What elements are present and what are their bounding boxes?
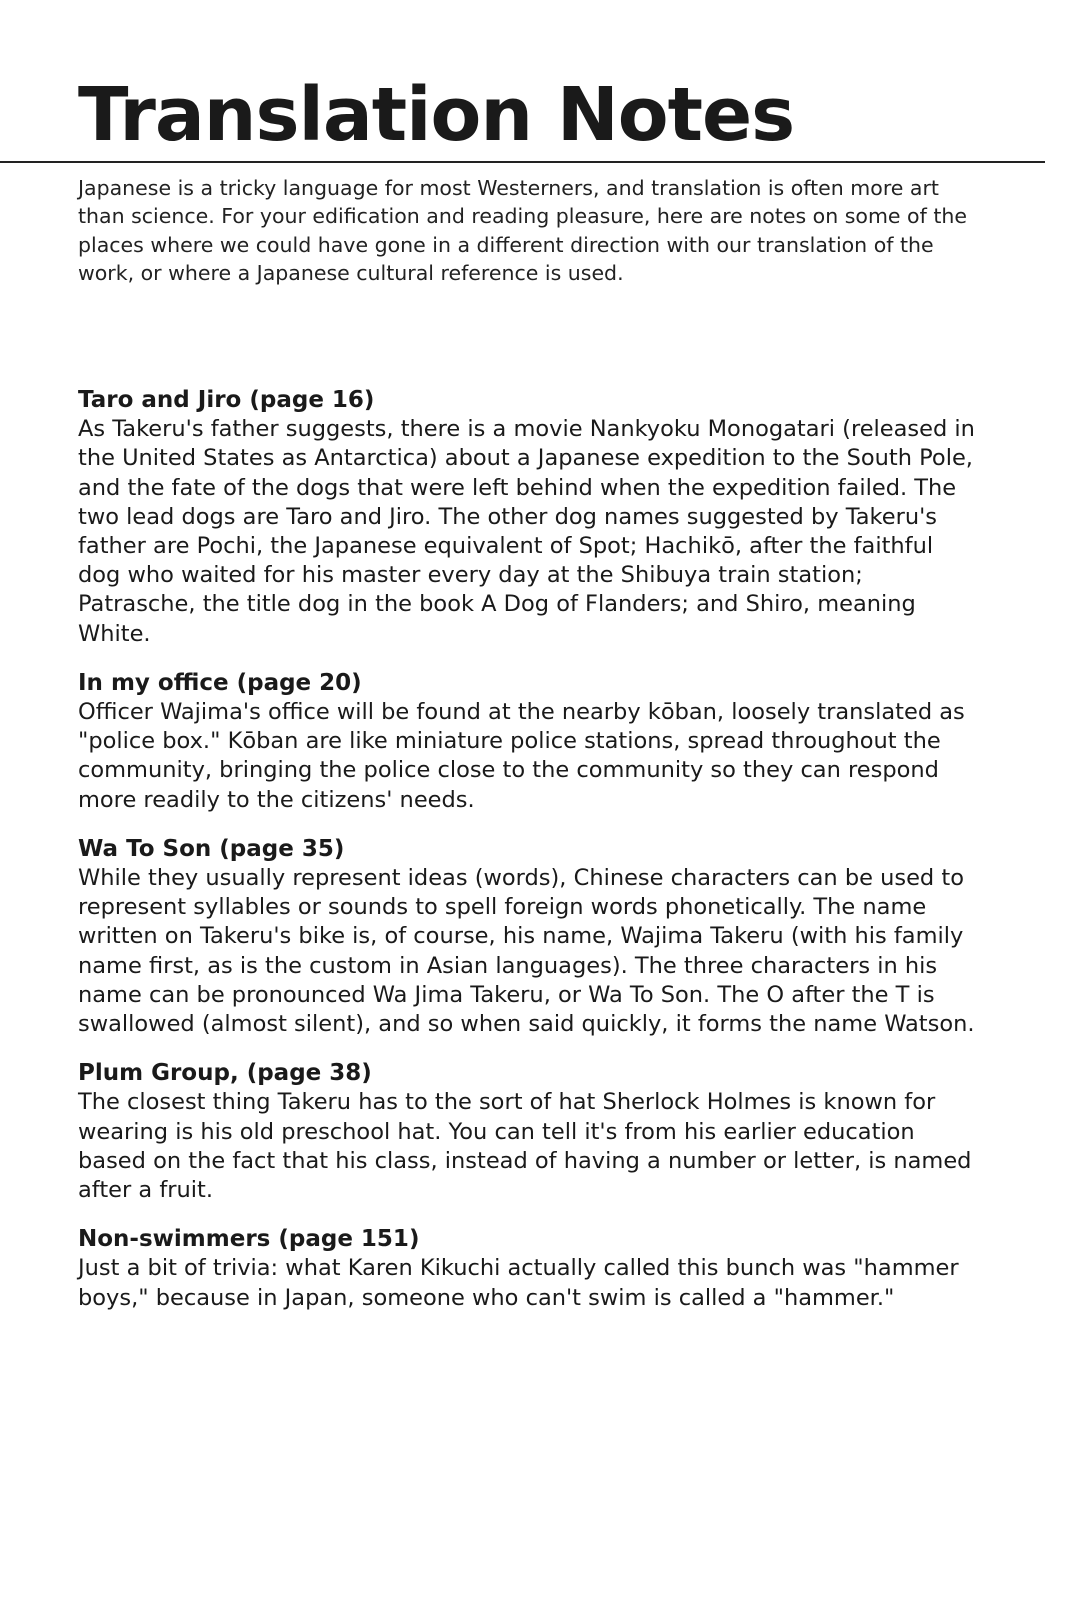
note-body: Officer Wajima's office will be found at the nearby kōban, loosely translated as "police box." Kōban are like miniature police stations, spread throughout the community, bringing the police close to the community so they can respond more readily to the citizens' needs. <box>78 699 965 813</box>
note-item-non-swimmers <box>78 1225 978 1313</box>
note-body: As Takeru's father suggests, there is a movie Nankyoku Monogatari (released in the United States as Antarctica) about a Japanese expedition to the South Pole, and the fate of the dogs that were left behind when the expedition failed. The two lead dogs are Taro and Jiro. The other dog names suggested by Takeru's father are Pochi, the Japanese equivalent of Spot; Hachikō, after the faithful dog who waited for his master every day at the Shibuya train station; Patrasche, the title dog in the book A Dog of Flanders; and Shiro, meaning White. <box>78 416 975 647</box>
note-item-taro-and-jiro <box>78 386 978 649</box>
note-item-plum-group <box>78 1059 978 1205</box>
note-body: While they usually represent ideas (words), Chinese characters can be used to represent syllables or sounds to spell foreign words phonetically. The name written on Takeru's bike is, of course, his name, Wajima Takeru (with his family name first, as is the custom in Asian languages). The three characters in his name can be pronounced Wa Jima Takeru, or Wa To Son. The O after the T is swallowed (almost silent), and so when said quickly, it forms the name Watson. <box>78 865 975 1038</box>
note-heading: Non-swimmers (page 151) <box>78 1226 420 1253</box>
notes-list <box>78 386 978 1333</box>
note-heading: Taro and Jiro (page 16) <box>78 387 375 413</box>
note-body: The closest thing Takeru has to the sort of hat Sherlock Holmes is known for wearing is his old preschool hat. You can tell it's from his earlier education based on the fact that his class, instead of having a number or letter, is named after a fruit. <box>78 1089 972 1204</box>
title-divider <box>0 161 1045 163</box>
note-item-in-my-office <box>78 669 978 815</box>
page-title: Translation Notes <box>78 72 795 158</box>
note-body: Just a bit of trivia: what Karen Kikuchi actually called this bunch was "hammer boys," because in Japan, someone who can't swim is called a "hammer." <box>78 1255 959 1311</box>
note-heading: In my office (page 20) <box>78 669 362 696</box>
note-heading: Plum Group, (page 38) <box>78 1060 372 1087</box>
note-heading: Wa To Son (page 35) <box>78 835 345 862</box>
intro-paragraph: Japanese is a tricky language for most Westerners, and translation is often more art than science. For your edification and reading pleasure, here are notes on some of the places where we could have gone in a different direction with our translation of the work, or where a Japanese cultural reference is used. <box>78 176 967 286</box>
note-item-wa-to-son <box>78 835 978 1039</box>
